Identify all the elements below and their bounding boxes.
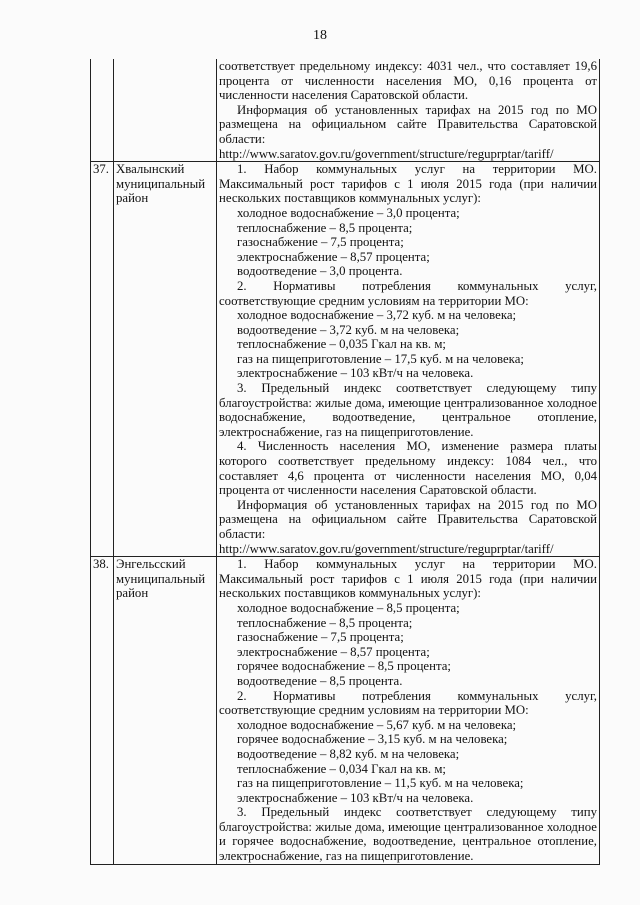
table-row bbox=[91, 59, 600, 162]
page-number: 18 bbox=[313, 28, 327, 43]
tariff-paragraph: 3. Предельный индекс соответствует следующему типу благоустройства: жилые дома, имеющие централизованное холодное водоснабжение, водоотведение, центральное отопление, электроснабжение, газ на пищеприготовление. bbox=[219, 381, 597, 439]
tariff-list-item: теплоснабжение – 0,034 Гкал на кв. м; bbox=[237, 761, 446, 776]
tariff-list-item: холодное водоснабжение – 5,67 куб. м на человека; bbox=[237, 717, 517, 732]
tariff-list-item: электроснабжение – 8,57 процента; bbox=[237, 644, 430, 659]
tariff-paragraph: 3. Предельный индекс соответствует следующему типу благоустройства: жилые дома, имеющие централизованное холодное и горячее водоснабжение, водоотведение, центральное отопление, электроснабжение, газ на пищеприготовление. bbox=[219, 805, 597, 864]
table-row bbox=[91, 162, 600, 557]
tariff-list-item: горячее водоснабжение – 8,5 процента; bbox=[237, 659, 451, 674]
table-row bbox=[91, 557, 600, 864]
tariff-paragraph: 4. Численность населения МО, изменение размера платы которого соответствует предельному индексу: 1084 чел., что составляет 4,6 процента от численности населения МО, 0,04 процента от численности населения Саратовской области. bbox=[219, 439, 597, 498]
tariff-info bbox=[217, 162, 600, 557]
tariff-paragraph: 1. Набор коммунальных услуг на территории МО. Максимальный рост тарифов с 1 июля 2015 года (при наличии нескольких поставщиков коммунальных услуг): bbox=[219, 162, 597, 206]
tariff-list-item: холодное водоснабжение – 3,72 куб. м на человека; bbox=[237, 308, 517, 323]
tariff-paragraph: 2. Нормативы потребления коммунальных услуг, соответствующие средним условиям на территории МО: bbox=[219, 278, 597, 308]
tariff-paragraph: 2. Нормативы потребления коммунальных услуг, соответствующие средним условиям на территории МО: bbox=[219, 688, 597, 718]
tariff-list-item: газ на пищеприготовление – 11,5 куб. м на человека; bbox=[237, 776, 524, 791]
district-name-line: район bbox=[116, 586, 149, 601]
tariff-list-item: водоотведение – 8,5 процента. bbox=[237, 673, 403, 688]
district-name-line: муниципальный bbox=[116, 571, 206, 586]
tariff-list-item: теплоснабжение – 8,5 процента; bbox=[237, 220, 413, 235]
tariff-list-item: теплоснабжение – 8,5 процента; bbox=[237, 615, 413, 630]
tariff-list-item: газоснабжение – 7,5 процента; bbox=[237, 630, 404, 645]
tariff-list-item: горячее водоснабжение – 3,15 куб. м на человека; bbox=[237, 732, 508, 747]
tariff-list-item: теплоснабжение – 0,035 Гкал на кв. м; bbox=[237, 337, 446, 352]
district-name-line: Энгельсский bbox=[116, 557, 186, 572]
district-name-line: муниципальный bbox=[116, 176, 206, 191]
district-name bbox=[114, 557, 217, 864]
tariffs-table bbox=[90, 59, 600, 865]
district-name-line: район bbox=[116, 191, 149, 206]
tariffs-table-body bbox=[91, 59, 600, 864]
tariff-list-item: водоотведение – 3,0 процента. bbox=[237, 264, 403, 279]
tariff-list-item: холодное водоснабжение – 8,5 процента; bbox=[237, 600, 460, 615]
tariff-list-item: газ на пищеприготовление – 17,5 куб. м на человека; bbox=[237, 351, 524, 366]
row-number: 38. bbox=[91, 557, 114, 864]
district-name bbox=[114, 162, 217, 557]
tariff-paragraph: Информация об установленных тарифах на 2015 год по МО размещена на официальном сайте Правительства Саратовской области: http://www.saratov.gov.ru/government/structure/reguprptar/tariff/ bbox=[219, 497, 597, 556]
tariff-info bbox=[217, 59, 600, 162]
tariff-list-item: электроснабжение – 8,57 процента; bbox=[237, 249, 430, 264]
tariff-info bbox=[217, 557, 600, 864]
tariff-list-item: водоотведение – 3,72 куб. м на человека; bbox=[237, 322, 460, 337]
tariff-list-item: газоснабжение – 7,5 процента; bbox=[237, 235, 404, 250]
district-name bbox=[114, 59, 217, 162]
row-number: 37. bbox=[91, 162, 114, 557]
tariff-paragraph: соответствует предельному индексу: 4031 чел., что составляет 19,6 процента от численности населения МО, 0,16 процента от численности населения Саратовской области. bbox=[219, 59, 597, 103]
district-name-line: Хвалынский bbox=[116, 162, 185, 177]
tariff-list-item: электроснабжение – 103 кВт/ч на человека. bbox=[237, 366, 474, 381]
row-number bbox=[91, 59, 114, 162]
tariff-list-item: холодное водоснабжение – 3,0 процента; bbox=[237, 205, 460, 220]
tariff-paragraph: Информация об установленных тарифах на 2015 год по МО размещена на официальном сайте Правительства Саратовской области: http://www.saratov.gov.ru/government/structure/reguprptar/tariff/ bbox=[219, 102, 597, 161]
tariff-list-item: электроснабжение – 103 кВт/ч на человека. bbox=[237, 790, 474, 805]
tariff-paragraph: 1. Набор коммунальных услуг на территории МО. Максимальный рост тарифов с 1 июля 2015 года (при наличии нескольких поставщиков коммунальных услуг): bbox=[219, 557, 597, 601]
tariff-list-item: водоотведение – 8,82 куб. м на человека; bbox=[237, 746, 460, 761]
